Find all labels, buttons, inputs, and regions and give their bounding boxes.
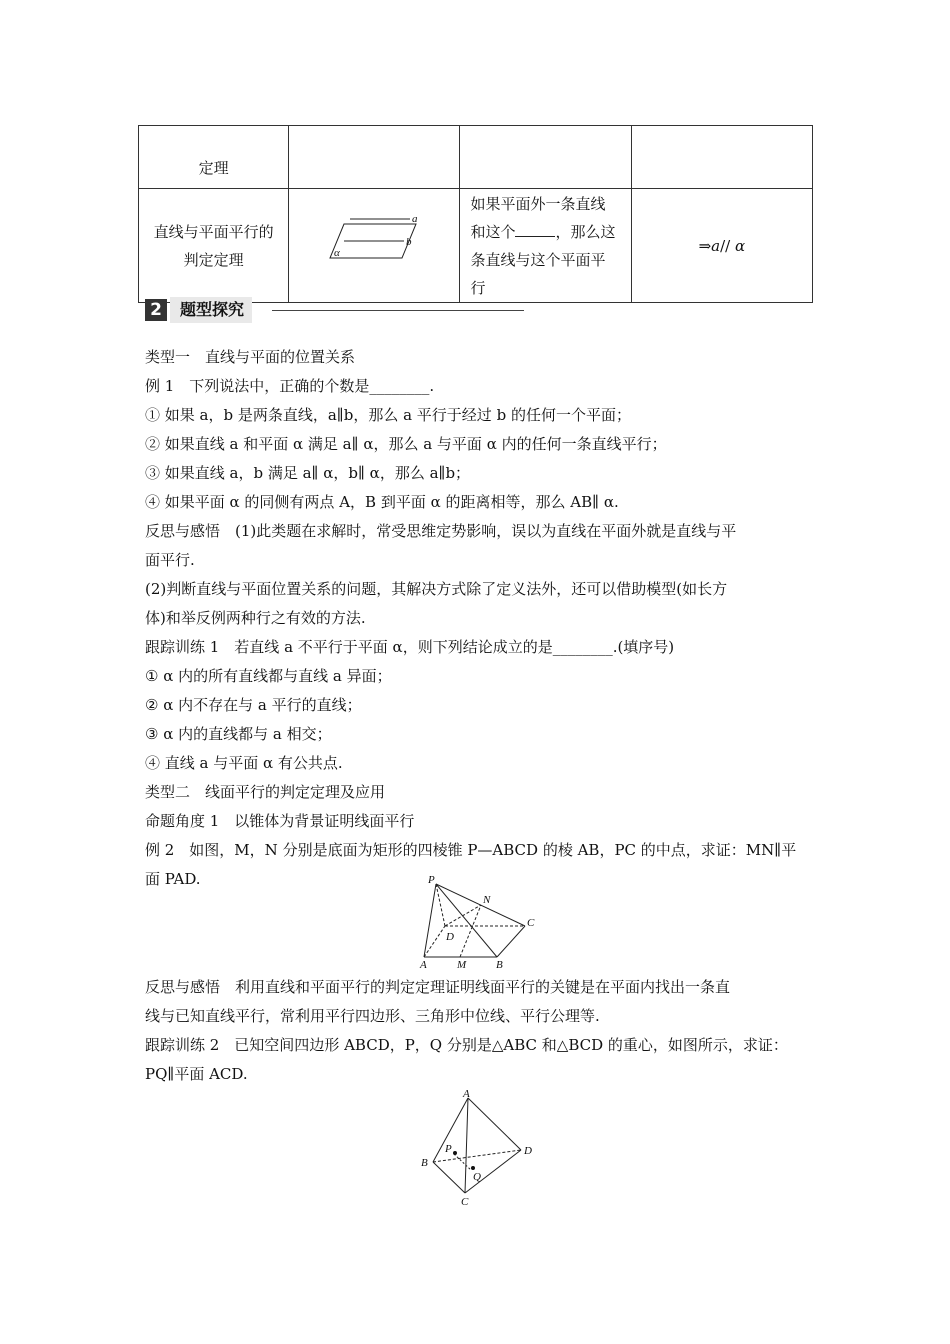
theorem-table	[138, 125, 813, 303]
text-line: ④ 如果平面 α 的同侧有两点 A，B 到平面 α 的距离相等，那么 AB∥ α.	[145, 493, 619, 511]
vertex-d-label: D	[446, 931, 454, 943]
text-line: PQ∥平面 ACD.	[145, 1065, 248, 1083]
text-line: 命题角度 1 以锥体为背景证明线面平行	[145, 812, 415, 830]
table-row	[139, 126, 813, 189]
vertex-a-label: A	[420, 959, 427, 971]
text-line: 体)和举反例两种行之有效的方法.	[145, 609, 366, 627]
vertex-d-label: D	[524, 1145, 532, 1157]
text-line: 例 1 下列说法中，正确的个数是________.	[145, 377, 435, 395]
table-cell-name	[139, 189, 289, 303]
symbol-prefix: ⇒	[698, 236, 712, 255]
vertex-c-label: C	[527, 917, 535, 929]
desc-line: 行	[470, 278, 486, 297]
label-b: b	[406, 236, 412, 248]
text-line: 例 2 如图，M，N 分别是底面为矩形的四棱锥 P—ABCD 的棱 AB，PC 的中点，求证：MN∥平	[145, 841, 797, 859]
symbol-plane: α	[735, 236, 746, 255]
vertex-a-label: A	[463, 1088, 470, 1100]
text-line: 面平行.	[145, 551, 195, 569]
centroid-q-label: Q	[473, 1171, 481, 1183]
vertex-b-label: B	[421, 1157, 428, 1169]
text-line: ② 如果直线 a 和平面 α 满足 a∥ α，那么 a 与平面 α 内的任何一条直线平行；	[145, 435, 667, 453]
text-line: (2)判断直线与平面位置关系的问题，其解决方式除了定义法外，还可以借助模型(如长方	[145, 580, 728, 598]
text-line: 面 PAD.	[145, 870, 201, 888]
desc-line: 条直线与这个平面平	[470, 250, 606, 269]
text-line: ③ 如果直线 a，b 满足 a∥ α，b∥ α，那么 a∥b；	[145, 464, 471, 482]
table-cell-symbol	[631, 189, 812, 303]
text-line: 反思与感悟 利用直线和平面平行的判定定理证明线面平行的关键是在平面内找出一条直	[145, 978, 731, 996]
vertex-m-label: M	[457, 959, 467, 971]
section-title: 题型探究	[170, 297, 252, 323]
table-row	[139, 189, 813, 303]
section-number-badge: 2	[145, 299, 167, 321]
text-line: ④ 直线 a 与平面 α 有公共点.	[145, 754, 343, 772]
text-line: 跟踪训练 1 若直线 a 不平行于平面 α，则下列结论成立的是________.(填序号)	[145, 638, 675, 656]
text-line: ② α 内不存在与 a 平行的直线；	[145, 696, 362, 714]
label-alpha: α	[334, 247, 341, 259]
symbol-var: a	[711, 236, 721, 255]
text-line: ① 如果 a，b 是两条直线，a∥b，那么 a 平行于经过 b 的任何一个平面；	[145, 406, 631, 424]
vertex-c-label: C	[461, 1196, 469, 1208]
centroid-p-label: P	[445, 1143, 452, 1155]
table-cell-name	[139, 126, 289, 189]
vertex-n-label: N	[483, 894, 491, 906]
table-cell-figure	[289, 126, 460, 189]
section-rule	[272, 310, 524, 311]
text-line: ③ α 内的直线都与 a 相交；	[145, 725, 332, 743]
text-line: 线与已知直线平行，常利用平行四边形、三角形中位线、平行公理等.	[145, 1007, 600, 1025]
vertex-p-label: P	[428, 874, 435, 886]
theorem-name-line: 直线与平面平行的	[153, 222, 274, 241]
text-line: 类型二 线面平行的判定定理及应用	[145, 783, 386, 801]
body-text-2	[145, 973, 825, 1089]
symbol-rel: //	[720, 236, 731, 255]
label-a: a	[412, 216, 418, 225]
table-cell-desc	[460, 189, 631, 303]
table-cell-figure	[289, 189, 460, 303]
table-cell-desc	[460, 126, 631, 189]
tetrahedron-figure	[413, 1088, 543, 1213]
text-line: 类型一 直线与平面的位置关系	[145, 348, 356, 366]
fill-blank	[515, 219, 555, 237]
desc-line: 和这个 ，那么这	[470, 218, 624, 246]
text-line: ① α 内的所有直线都与直线 a 异面；	[145, 667, 392, 685]
pyramid-figure	[410, 873, 540, 971]
text-line: 反思与感悟 (1)此类题在求解时，常受思维定势影响，误以为直线在平面外就是直线与平	[145, 522, 737, 540]
body-text	[145, 343, 825, 894]
table-cell-symbol	[631, 126, 812, 189]
line-plane-figure	[324, 216, 424, 266]
theorem-name-line: 判定定理	[183, 250, 244, 269]
text-line: 跟踪训练 2 已知空间四边形 ABCD，P，Q 分别是△ABC 和△BCD 的重心，如图所示，求证：	[145, 1036, 788, 1054]
theorem-name-cont: 定理	[198, 159, 229, 177]
vertex-b-label: B	[496, 959, 503, 971]
desc-line: 如果平面外一条直线	[470, 194, 606, 213]
